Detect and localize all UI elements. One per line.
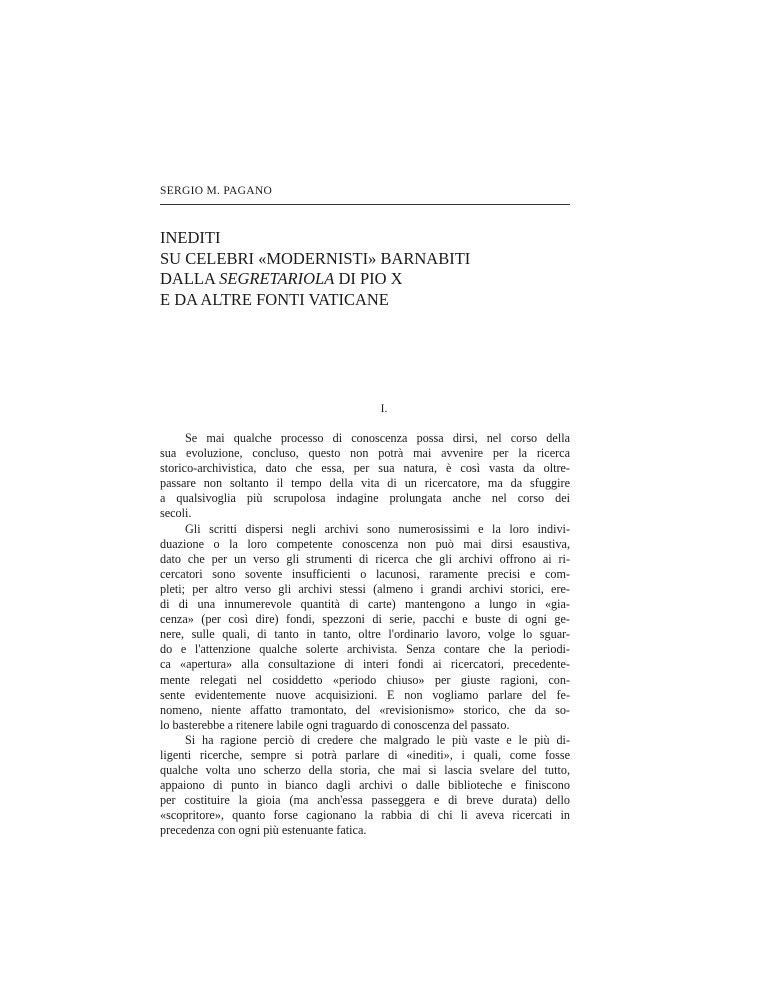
text-line: mente relegati nel cosiddetto «periodo chiuso» per giuste ragioni, con- xyxy=(160,672,570,687)
text-line: cenza» (per così dire) fondi, spezzoni di serie, pacchi e buste di ogni ge- xyxy=(160,612,570,627)
header-rule xyxy=(160,204,570,205)
title-line-3-post: DI PIO X xyxy=(334,269,403,288)
section-number: I. xyxy=(380,403,388,415)
text-line: sua evoluzione, concluso, questo non potrà mai avvenire per la ricerca xyxy=(160,446,570,461)
title-italic-word: SEGRETARIOLA xyxy=(219,269,335,288)
text-line: di di una innumerevole quantità di carte) mantengono a lungo in «gia- xyxy=(160,597,570,612)
text-line: secoli. xyxy=(160,506,192,521)
text-line: cercatori sono sovente insufficienti o lacunosi, raramente precisi e com- xyxy=(160,566,570,581)
text-line: duazione o la loro competente conoscenza non può mai dirsi esaustiva, xyxy=(160,536,570,551)
text-line: a qualsivoglia più scrupolosa indagine prolungata anche nel corso dei xyxy=(160,491,570,506)
text-line: appaiono di punto in bianco dagli archivi o dalle biblioteche e finiscono xyxy=(160,778,570,793)
body-text xyxy=(160,431,570,839)
text-line: precedenza con ogni più estenuante fatica. xyxy=(160,823,367,838)
author-name: SERGIO M. PAGANO xyxy=(160,185,273,197)
text-line: nomeno, niente affatto tramontato, del «revisionismo» storico, che da so- xyxy=(160,702,570,717)
text-line: «scopritore», quanto forse cagionano la rabbia di chi li aveva ricercati in xyxy=(160,808,570,823)
title-line-2: SU CELEBRI «MODERNISTI» BARNABITI xyxy=(160,248,471,268)
title-line-1: INEDITI xyxy=(160,228,221,247)
text-line: lo basterebbe a ritenere labile ogni traguardo di conoscenza del passato. xyxy=(160,717,510,732)
article-title xyxy=(160,228,470,310)
text-line: sente evidentemente nuove acquisizioni. E non vogliamo parlare del fe- xyxy=(160,687,570,702)
title-line-3 xyxy=(160,269,470,290)
text-line: do e l'attenzione qualche solerte archivista. Senza contare che la periodi- xyxy=(160,642,570,657)
text-line: Se mai qualche processo di conoscenza possa dirsi, nel corso della xyxy=(185,431,570,445)
text-line: ligenti ricerche, sempre si potrà parlare di «inediti», i quali, come fosse xyxy=(160,747,570,762)
text-line: storico-archivistica, dato che essa, per sua natura, è così vasta da oltre- xyxy=(160,461,570,476)
text-line: dato che per un verso gli strumenti di ricerca che gli archivi offrono ai ri- xyxy=(160,551,570,566)
text-line: passare non soltanto il tempo della vita di un ricercatore, ma da sfuggire xyxy=(160,476,570,491)
title-line-3-pre: DALLA xyxy=(160,269,220,288)
text-line: Gli scritti dispersi negli archivi sono numerosissimi e la loro indivi- xyxy=(185,521,570,536)
text-line: qualche volta uno scherzo della storia, che mai si lascia svelare del tutto, xyxy=(160,763,570,778)
text-line: pleti; per altro verso gli archivi stessi (almeno i grandi archivi storici, ere- xyxy=(160,581,570,596)
text-line: ca «apertura» alla consultazione di interi fondi ai ricercatori, precedente- xyxy=(160,657,570,672)
text-line: Si ha ragione perciò di credere che malgrado le più vaste e le più di- xyxy=(185,732,570,747)
text-line: per costituire la gioia (ma anch'essa passeggera e di breve durata) dello xyxy=(160,793,570,808)
text-line: nere, sulle quali, di tanto in tanto, oltre l'ordinario lavoro, volge lo sguar- xyxy=(160,627,570,642)
title-line-4: E DA ALTRE FONTI VATICANE xyxy=(160,289,389,309)
